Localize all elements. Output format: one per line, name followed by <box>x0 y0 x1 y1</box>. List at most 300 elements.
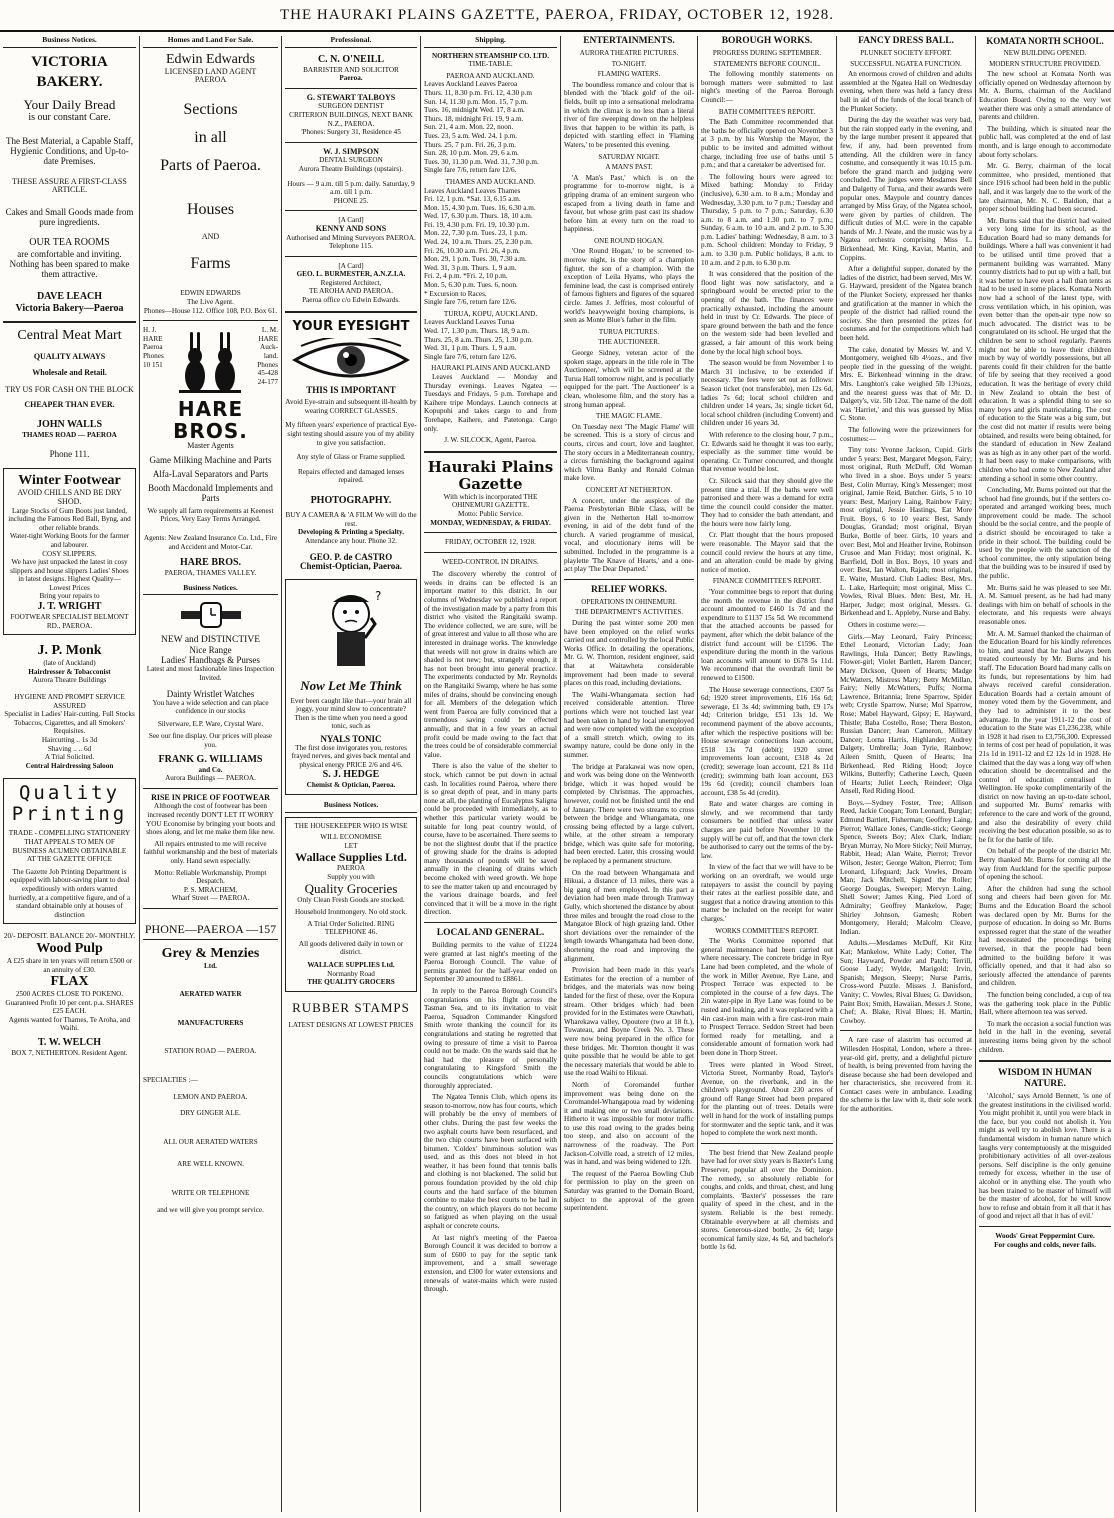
gm-text: SPECIALTIES :— <box>143 1075 198 1084</box>
bag-text: See our fine display. Our prices will please you. <box>148 732 273 750</box>
meat-text: QUALITY ALWAYS <box>33 351 106 361</box>
agent-headline: Houses <box>186 200 235 218</box>
article-paragraph: North of Coromandel further improvement was being done on the Coromandel-Whangapoua road by widening it and making one or two small deviations. Hitherto it was impossible for motor traffic to use this road owing to the grades being too steep, and also on account of the narrowness of the roadway. The Port Jackson-Colville road, a stretch of 12 miles, was in hand, and was being widened to 12ft. <box>564 1080 694 1167</box>
rise-owner: P. S. MRACHEM, <box>183 885 238 894</box>
burmester-text: Registered Architect, <box>320 278 382 287</box>
article-subtitle: NEW BUILDING OPENED. <box>1003 49 1087 57</box>
article-paragraph: The Ngatea Tennis Club, which opens its season to-morrow, now has four courts, which will probably be the envy of members of other clubs. During the past few weeks the two asphalt courts have been resurfaced, and the two chip courts have been surfaced with bitumen. 'Coldex' bituminous solution was used, and as this does not bleed in hot weather, it has been found that tennis balls and clothing is not blackened. The solid but porous foundation provided by the old chip courts and the hard surface of the bitumen combine to make the best courts to be had in the country, on which players do not become so fatigued as when playing on the usual asphalt or concrete courts. <box>424 1093 557 1231</box>
bag-text: Ladies' Handbags & Purses <box>161 654 260 665</box>
schedule-row: Thurs. 11, 8.30 p.m. Fri. 12, 4.30 p.m <box>424 88 532 97</box>
schedule-row: Wed. 31, 1 p.m. Thurs. 1, 9 a.m. <box>424 344 517 353</box>
article-paragraph: At last night's meeting of the Paeroa Borough Council it was decided to borrow a sum of £600 to pay for the septic tank improvement, and a small sewerage extension, and £300 for water extensions and renewals of water-mains which were rusted through. <box>424 1233 557 1294</box>
burmester-text: TE AROHA AND PAEROA. <box>309 287 393 296</box>
agent-headline: Sections <box>183 100 238 118</box>
hare-text: Agents: New Zealand Insurance Co. Ltd., Fire and Accident and Motor-Car. <box>143 533 278 551</box>
rabbits-icon <box>175 326 245 398</box>
footwear-text: COSY SLIPPERS. <box>42 549 97 558</box>
hare-right-contact: L. M. HARE Auck-land. Phones 45-428 24-177 <box>257 326 278 386</box>
article-paragraph: It was considered that the position of the flood light was now satisfactory, and a springboard would be erected prior to the opening of the bath. The finances were practically exhausted, including the amount held in trust by Cr. Edwards. The piece of spare ground between the bath and the fence on the western side had been levelled and grassed, a fair amount of this work being done by the local high school boys. <box>701 270 833 356</box>
talboys-text: CRITERION BUILDINGS, NEXT BANK N.Z., PAEROA. <box>289 110 413 128</box>
rubber-stamps-text: LATEST DESIGNS AT LOWEST PRICES <box>288 1020 414 1029</box>
article-title: RELIEF WORKS. <box>590 584 668 595</box>
article-paragraph: The boundless romance and colour that is blended with the 'black gold' of the oil-fields, built up into a sensational melodrama in which the climax is no less than a literal river of fire sweeping down on the helpless lives that happen to be within its path, is depicted with startling effect in 'Flaming Waters,' to be presented this evening. <box>564 80 694 149</box>
kenny-text: Telephone 115. <box>329 242 373 251</box>
article-paragraph: 'Alcohol,' says Arnold Bennett, 'is one of the greatest institutions in the civilised world. You might prohibit it, until you were black in the face, but you could not abolish it. You might as well try to abolish love. There is a fundamental wisdom in human nature which laughs very contemptuously at the misguided prohibitionary activities of all over-zealous persons. Self discipline is the only genuine remedy for excess, whether in the use of alcohol or in anything else. The youth who has been trained to be master of himself will be the master of alcohol, for he will know how to refuse and obtain from it all that it has of good and reject all that it has of evil.' <box>979 1092 1111 1221</box>
schedule-row: Thurs. 18, midnight Fri. 19, 9 a.m. <box>424 114 524 123</box>
article-paragraph: Provision had been made in this year's Estimates for the erection of a number of bridges, and the materials was now being landed for the first of these, over the Kopura stream. Other bridges which had been provided for in the Estimates were Otawhati, Wharekawa valley, Opoutere (two at 18 ft.), Tuwateau, and Boyne Creek No. 3. These were now being prepared in the office for these bridges. Mr. Thornton thought it was quite possible that he would be able to get the necessary materials that would be able to use the road Waihi to Hikuai. <box>564 966 694 1078</box>
article-title: BOROUGH WORKS. <box>721 36 813 46</box>
quality-printing-title: Quality <box>18 782 121 805</box>
wristwatch-icon <box>181 599 241 631</box>
article-subtitle: OPERATIONS IN OHINEMURI. <box>581 597 677 606</box>
eye-icon <box>291 338 411 382</box>
article-paragraph: The cake, donated by Messrs W. and V. Montgomery, weighed 6lb 4½ozs., and five people tied in the guessing of the weight. Mrs. E. Birkenhead winning in the draw. Mrs. Laughton's cake weighed 5lb 13¾ozs, and the nearest guess was that of Mr. D. Dalgety's, viz. 5lb 12oz. The name of the doll was 'Harriet,' and this was guessed by Miss C. Stone. <box>840 345 972 423</box>
editorial-title: WEED-CONTROL IN DRAINS. <box>442 557 539 566</box>
schedule-row: Wed. 17, 1.30 p.m. Thurs. 18, 9 a.m. <box>424 327 530 335</box>
section-heading: Business Notices. <box>3 36 136 48</box>
article-paragraph: During the past winter some 200 men have been employed on the relief works carried out and controlled by the local Public Works Office. In detailing the operations, Mr. G. W. Thornton, resident engineer, said that at Waitawheta considerable improvement had been made to several places on this road, including deviations. <box>564 619 694 688</box>
hare-text: Alfa-Laval Separators and Parts <box>152 468 269 479</box>
bag-text: NEW and DISTINCTIVE <box>160 635 261 646</box>
oneill-text: Paeroa. <box>339 74 363 83</box>
bakery-owner: DAVE LEACH <box>36 290 103 302</box>
footwear-text: FOOTWEAR SPECIALIST BELMONT RD., PAEROA. <box>10 613 129 630</box>
article-subtitle: STATEMENTS BEFORE COUNCIL. <box>713 59 821 68</box>
hare-brand: HARE BROS. <box>173 397 248 444</box>
article-paragraph: After the children had sung the school song and cheers had been given for Mr. Burns and the Education Board the school was declared open by Mr. Burns for the purpose of education. In doing so Mr. Burns expressed regret that the state of the weather had necessitated the proceedings being reversed, in that the people had been admitted to the building before it was officially opened, and that it had also so seriously affected the attendance of parents and children. <box>979 884 1111 988</box>
bag-text: Aurora Buildings — PAEROA. <box>165 774 256 783</box>
gazette-text: MONDAY, WEDNESDAY, & FRIDAY. <box>430 518 551 527</box>
agent-name: Edwin Edwards <box>165 51 256 67</box>
article-paragraph: On Tuesday next 'The Magic Flame' will be screened. This is a story of circus and courts, circus and court, love and laughter. The story occurs in a Mediterranean country, a circus furnishing the background against which Vilma Banky and Ronald Colman make love. <box>564 422 694 483</box>
schedule-row: Tues. 23, 5 a.m. Wed. 24, 1 p.m. <box>424 131 518 140</box>
article-subtitle: TO-NIGHT. <box>611 59 647 68</box>
meat-text: CHEAPER THAN EVER. <box>24 399 115 409</box>
monk-text: (late of Auckland) <box>43 659 96 668</box>
article-paragraph: Tiny tots: Yvonne Jackson, Cupid. Girls under 5 years: Best, Margaret Megson, Fairy; most original, Ruth McDuff, Old Woman who lived in a shoe. Boys under 5 years: Best, Colin Murray, King's Messenger; most original, Jamie Reid, Butcher. Girls, 5 to 10 years: Best, Marjory Laing, Rainbow Fairy; most original, Jessie Hastings, Eat More Fruit. Boys, 6 to 10 years: Best, Sandy Douglas, Grandad; most original, Bryan Burke, Bottle of beer. Girls, 10 years and over: Best, Mol and Heather Irvine, Robinson Crusoe and Man Friday; most original, K. Barrfield, Doll in Box. Boys, 10 years and over: Best, Ian Walton, Rajah; most original, E. Waite, Mustard. Club Ladies: Best, Mrs. L. Lake, Harlequin; most original, Miss C. Vowles, Rival Blues. Men: Best, Mr. H. Harper, Judge; most original, Messrs. G. Birkenhead and L. Appleby, Nurse and Baby. <box>840 446 972 618</box>
bakery-text: Cakes and Small Goods made from pure ingredients. <box>5 206 134 227</box>
eyesight-text: THIS IS IMPORTANT <box>306 384 396 395</box>
gm-text: ARE WELL KNOWN. <box>177 1160 244 1169</box>
monk-text: HYGIENE AND PROMPT SERVICE ASSURED <box>14 693 125 710</box>
schedule-row: Wed. 17, 6.30 p.m. Thurs. 18, 10 a.m. <box>424 212 533 221</box>
article-subtitle: WORKS COMMITTEE'S REPORT. <box>715 926 819 935</box>
schedule-row: Thurs. 25, 8 a.m. Thurs. 25, 1.30 p.m. <box>424 335 533 344</box>
eyesight-text: Repairs effected and damaged lenses repaired. <box>297 467 405 485</box>
article-paragraph: The function being concluded, a cup of tea was the gathering took place in the Public Hall, where afternoon tea was served. <box>979 990 1111 1017</box>
burmester-name: GEO. L. BURMESTER, A.N.Z.I.A. <box>296 270 406 279</box>
monk-text: Hairdresser & Tobacconist <box>28 667 111 676</box>
column-entertainments <box>561 36 697 1512</box>
film-title: A MAN'S PAST. <box>605 163 653 172</box>
woodpulp-title: Wood Pulp <box>36 940 103 956</box>
local-general-title: LOCAL AND GENERAL. <box>436 928 545 939</box>
schedule-row: Single fare 7/6, return fare 12/6. <box>424 298 517 307</box>
think-text: NYALS TONIC <box>320 733 382 744</box>
film-title: THE MAGIC FLAME. <box>596 412 662 421</box>
article-paragraph: The House sewerage connections, £307 5s 6d; 1920 street improvements, £16 16s 6d; sewerage, £1 3s 4d; swimming bath, £9 17s 4d; Criterion bridge, £51 13s 1d. We recommend payment of the above accounts, after which the respective positions will be: House sewerage connections loan account, £518 13s 7d (debit); 1920 street improvements loan account, £318 4s 2d (credit); sewerage loan account, £21 8s 11d (credit); swimming bath loan account, £63 19s 6d (credit); council chambers loan account, £38 5s 4d (credit). <box>701 685 833 797</box>
article-paragraph: 'One Round Hogan,' to be screened to-morrow night, is the story of a champion fighter, the son of a champion. With the exception of Leila Hyams, who plays the feminine lead, the cast is comprised entirely of famous fighters and figures of the squared circle. James J. Jeffries, most colourful of world's heavyweight boxing champions, is seen as Monte Blue's father in the film. <box>564 247 694 325</box>
bag-text: Dainty Wristlet Watches <box>166 689 255 700</box>
editorial-paragraph: The discovery whereby the control of weeds in drains can be effected is an important matter to this district. In our columns of Wednesday we published a report of the investigation made by a party from this district who visited the Rangitaiki swamp. The evidence collected, we are sure, will be of great interest and value to all those who are interested in drainage works. The knowledge that weeds will not grow in drains which are shaded is not new; but, strangely enough, it has not been brought into general practice. The experiments conducted by Mr. Reynolds on the Rangitaiki Swamp, where he has some miles of drains, should be convincing enough for all. Members of the delegation which went from Paeroa are fully convinced that a tremendous saving could be effected annually, and that in a few years an actual profit could be made owing to the fact that the trees could be of considerable commercial value. <box>424 570 557 759</box>
photography-text: BUY A CAMERA & 'A FILM We will do the rest. <box>285 511 417 528</box>
monk-text: A Trial Solicited. <box>44 753 95 762</box>
simpson-text: Aurora Theatre Buildings (upstairs). <box>298 164 404 173</box>
section-heading: Shipping. <box>424 36 557 48</box>
article-title: FANCY DRESS BALL. <box>858 36 954 46</box>
schedule-row: Fri. 19, 4.30 p.m. Fri. 19, 10.30 p.m. <box>424 220 530 229</box>
wallace-text: LET <box>344 841 358 850</box>
schedule-row: Fri. 2, 4 p.m. *Fri. 2, 10 p.m. <box>424 272 508 281</box>
article-paragraph: Others in costume were:— <box>848 621 926 629</box>
schedule-row: Mon. 22, 7.30 p.m. Tues. 23, 1 p.m. <box>424 229 528 238</box>
article-paragraph: The Bath Committee recommended that the baths be officially opened on November 3 at 3 p.m. by his Worship the Mayor, the public to be invited and admitted without charge, including free use of baths until 5 p.m.; and that a caretaker be advertised for. <box>701 118 833 170</box>
schedule-row: Tues. 30, 11.30 p.m. Wed. 31, 7.30 p.m. <box>424 157 539 166</box>
agent-headline: Farms <box>190 255 231 273</box>
article-title: WISDOM IN HUMAN NATURE. <box>998 1068 1092 1090</box>
gm-phone: PHONE—PAEROA —157 <box>144 921 277 936</box>
schedule-row: Mon. 29, 1 p.m. Tues. 30, 7.30 a.m. <box>424 255 527 264</box>
article-paragraph: Mr. A. M. Samuel thanked the chairman of the Education Board for his kindly references to him, and stated that he had always been treated courteously by Mr. Burns and his staff. The Education Board had many calls on its funds, but representations by him had always received careful consideration. Education Boards had a certain amount of money voted them by the Government, and they had to administer it to the best advantage. In the year 1911-12 the cost of education to the State was £1,236,238, while in 1928 it had risen to £3,756,300. Expressed in terms of cost per head of population, it was 21s 1d in 1911-12 and £2 12s 1d in 1928. He claimed that the day was a long way off when education should be decentralised and the control of education centralised in Wellington. He spoke complimentarily of the district on now having an up-to-date school, and supported Mr. Burns' remarks with reference to the care and work of the ground, and also the desirability of every child receiving the best education possible, so as to be fit for the battle of life. <box>979 629 1111 844</box>
bakery-name: VICTORIA BAKERY. <box>31 53 108 90</box>
woodpulp-text: A £25 share in ten years will return £500 or an annuity of £30. <box>6 956 133 974</box>
hare-text: HARE BROS. <box>179 557 242 569</box>
eyesight-text: Any style of Glass or Frame supplied. <box>296 453 406 462</box>
think-text: The first dose invigorates you, restores frayed nerves, and gives back mental and physical energy PRICE 2/6 and 4/6. <box>291 743 411 769</box>
gazette-text: With which is incorporated THE OHINEMURI GAZETTE. <box>443 492 538 510</box>
agent-text: PAEROA <box>194 75 227 85</box>
hare-text: PAEROA, THAMES VALLEY. <box>164 569 257 578</box>
monk-text: Central Hairdressing Saloon <box>25 761 114 770</box>
article-paragraph: The bridge at Parakawai was now open, and work was being done on the Wentworth bridge, which it was hoped would be completed by Christmas. The approaches, however, could not be finished until the end of January. There were two streams to cross between the bridge and Whangamata, one crossing being effected by a large culvert, while, at the other stream a temporary bridge, which was quite safe for motoring, had been erected. Later, this crossing would be replaced by a permanent structure. <box>564 762 694 866</box>
article-paragraph: In reply to the Paeroa Borough Council's congratulations on his flight across the Tasman Sea, and to its invitation to visit Paeroa, Squadron Commander Kingsford Smith wrote thanking the council for its congratulations and stating he regretted that owing to pressure of time a visit to Paeroa could not be made. On the wards said that he had had the pleasure of personally congratulating to Kingsford Smith the councils congratulations which were thoroughly appreciated. <box>424 987 557 1090</box>
masthead-text: THE HAURAKI PLAINS GAZETTE, PAEROA, FRIDAY, OCTOBER 12, 1928. <box>280 7 834 23</box>
shipping-agent: J. W. SILCOCK, Agent, Paeroa. <box>444 436 537 445</box>
bakery-text: is our constant Care. <box>28 111 111 123</box>
shipping-schedule <box>424 195 557 307</box>
gm-text: LEMON AND PAEROA. <box>173 1092 248 1101</box>
castro-text: Chemist-Optician, Paeroa. <box>299 560 403 571</box>
masthead <box>0 0 1114 32</box>
article-paragraph: The following monthly statements on borough matters were submitted to last night's meeting of the Paeroa Borough Council:— <box>701 70 833 104</box>
article-subtitle: SUCCESSFUL NGATEA FUNCTION. <box>850 59 962 68</box>
column-business-notices <box>0 36 139 1512</box>
meat-text: Phone 111. <box>49 448 90 459</box>
oneill-text: BARRISTER AND SOLICITOR <box>303 65 399 74</box>
monk-text: Shaving .. .. 6d <box>47 744 92 753</box>
wallace-text: WILL ECONOMISE <box>320 833 382 842</box>
shipping-header: Leaves Auckland Leaves Paeroa <box>424 80 518 89</box>
article-title: ENTERTAINMENTS. <box>583 36 675 46</box>
rise-text: All repairs entrusted to me will receive faithful workmanship and the best of materials only. Hand sewn especially. <box>143 839 278 865</box>
column-fancy-dress <box>837 36 975 1512</box>
footwear-owner: J. T. WRIGHT <box>37 601 102 613</box>
article-paragraph: During the day the weather was very bad, but the rain stopped early in the evening, and by the large number present it appeared that few, if any, had been prevented from attending. All the children were in fancy costume, and consequently it was 10.15 p.m. before the grand march and judging were concluded. The judges were Mesdames Bell and Dalgetty of Turua, and their awards were popular ones. Maypole and country dances arranged by Miss Gray, of the Ngatea school, were given by parties of children. The difficult duties of M.C. were in the capable hands of Mr. J. Neate, and the music was by a Ngatea orchestra comprising Miss L. Birkenhead, Mr. King, Kaviat, Martin, and Coppins. <box>840 116 972 262</box>
shipping-schedule <box>424 89 557 175</box>
thinking-man-icon <box>311 588 391 674</box>
article-title: KOMATA NORTH SCHOOL. <box>986 36 1104 46</box>
monk-text: Specialist in Ladies' Hair-cutting. Full Stocks Tobaccos, Cigarettes, and all Smokers' Requisites. <box>4 710 135 736</box>
schedule-row: Sun. 21, 4 a.m. Mon. 22, noon. <box>424 123 514 132</box>
hare-text: We supply all farm requirements at Keenest Prices, Very Easy Terms Arranged. <box>147 506 274 524</box>
editorial-paragraph: There is also the value of the shelter to stock, which cannot be put down in actual cash. In localities round Paeroa, where there is so great depth of peat, and in many parts none at all, the planting of Eucalyptus Saligna could be proceeded with immediately, as to whether this particular variety would be suitable for long peat country would, of course, have to be ascertained. There seems to be not the slightest doubt that if the practice of growing shade for the drains is adopted many thousands of pounds will be saved annually in the cleaning of drains which become choked with weed growth. We hope to see the matter taken up and encouraged by the various drainage boards, and feel convinced that it will be a move in the right direction. <box>424 762 557 917</box>
wallace-text: Supply you with <box>327 872 375 881</box>
monk-text: Aurora Theatre Buildings <box>32 676 107 685</box>
film-title: ONE ROUND HOGAN. <box>594 236 664 245</box>
article-subtitle: SATURDAY NIGHT. <box>598 152 660 161</box>
rise-text: Motto: Reliable Workmanship, Prompt Despatch. <box>154 868 267 886</box>
schedule-row: * Excursion to Races. <box>424 289 487 298</box>
woodpulp-text: BOX 7, NETHERTON. Resident Agent. <box>11 1049 128 1058</box>
gazette-nameplate: Hauraki Plains Gazette <box>427 457 554 493</box>
schedule-row: Mon. 5, 6.30 p.m. Tues. 6, noon. <box>424 281 518 290</box>
svg-text:?: ? <box>375 588 382 603</box>
agent-text: The Live Agent. <box>187 297 234 306</box>
meat-text: THAMES ROAD — PAEROA <box>22 431 117 440</box>
bag-owner: FRANK G. WILLIAMS <box>158 753 263 765</box>
gm-name: Grey & Menzies <box>161 945 260 961</box>
meat-text: TRY US FOR CASH ON THE BLOCK <box>5 384 134 394</box>
article-paragraph: Cr. Platt thought that the hours proposed were reasonable. The Mayor said that the council could review the hours at any time, and an alteration could be made by giving notice of motion. <box>701 531 833 574</box>
hare-text: Booth Macdonald Implements and Parts <box>148 482 273 503</box>
column-borough-works <box>698 36 836 1512</box>
bag-text: Latest and most fashionable lines Inspection Invited. <box>146 664 275 682</box>
article-paragraph: Mr. Burns said that the district had waited a very long time for its school, as the Education Board had so many demands for buildings. Where a hall was convenient it had to be utilised until time proved that a permanent building was warranted. Many country districts had to put up with a hall, but it was better to have even a hall than tents as had to be used in some places. Komata North now had a school of the latest type, with cross ventilation which, in his opinion, was even better than the open-air type now so much advocated. The district was to be congratulated on its school. He urged that the children be sent to school regularly. Parents might not be able to leave their children much by way of worldly possessions, but all parents could fit their children for the battle of life by seeing that they received a good education. It was the heritage of every child in New Zealand to obtain the best of education. It was a splendid thing to see so many boys and girls matriculating. The cost of education to the State was a big sum, but the cost did not matter if results were being obtained, and results were being obtained, for the standard of education in New Zealand was as high as in any other part of the world. It had been easy to make comparisons, with children who had come to New Zealand after attending a school in some other country. <box>979 216 1111 483</box>
article-paragraph: Rate and water charges are coming in slowly, and we recommend that tardy consumers be notified that unless water charges are paid before November 10 the supply will be cut off, and that the town clerk be authorised to carry out the terms of the by-law. <box>701 800 833 860</box>
editorial-date: FRIDAY, OCTOBER 12, 1928. <box>445 538 536 547</box>
column-komata-school <box>976 36 1114 1512</box>
footwear-text: Bring your repairs to <box>39 592 100 601</box>
article-paragraph: With reference to the closing hour, 7 p.m., Cr. Edwards said he thought it was too early, especially as the summer time would be operating. Cr. Turner concurred, and thought that revenue would be lost. <box>701 430 833 474</box>
wallace-text: Household Ironmongery. No old stock. <box>294 908 408 917</box>
hare-left-contact: H. J. HARE Paeroa Phones 10 151 <box>143 326 164 369</box>
wallace-text: WALLACE SUPPLIES Ltd. <box>307 961 395 970</box>
footwear-title: Winter Footwear <box>18 473 121 489</box>
eyesight-text: My fifteen years' experience of practical Eye-sight testing should assure you of my ability to give you satisfaction. <box>285 421 417 447</box>
article-paragraph: Trees were planted in Wood Street, Victoria Street, Normanby Road, Taylor's Avenue, on the riverbank, and in the children's playground. About 230 acres of ground off Range Street had been prepared for the planting out of trees. Details were well in hand for the work of installing pumps for stormwater and the septic tank, and it was hoped to complete the work next month. <box>701 1060 833 1138</box>
hare-text: Game Milking Machine and Parts <box>149 454 272 465</box>
kenny-text: Authorised and Mining Surveyors PAEROA. <box>286 233 416 242</box>
printing-text: The Gazette Job Printing Department is equipped with labour-saving plant to deal expeditiously with orders wanted hurriedly, at a competitive figure, and of a standard obtainable only at houses of distinction <box>8 867 131 919</box>
kenny-name: KENNY AND SONS <box>315 223 387 233</box>
talboys-text: 'Phones: Surgery 31, Residence 45 <box>301 128 401 137</box>
article-paragraph: Cr. Silcock said that they should give the present time a trial. If the baths were well patronised and there was a demand for extra time the council could consider the matter. They had to consider the bath attendant, and the hours were now fairly long. <box>701 476 833 528</box>
printing-text: TRADE - COMPELLING STATIONERY THAT APPEALS TO MEN OF BUSINESS ACUMEN OBTAINABLE AT THE GAZETTE OFFICE <box>8 829 131 864</box>
wallace-text: Normanby Road <box>327 969 375 978</box>
wallace-text: A Trial Order Solicited. RING TELEPHONE 46. <box>307 919 395 937</box>
article-paragraph: The following hours were agreed to: Mixed bathing: Monday to Friday (inclusive), 6.30 a.m. to 8 a.m.; Monday and Wednesday, 3.30 p.m. to 7 p.m.; Tuesday and Thursday, 5 p.m. to 7 p.m.; Saturday, 6.30 a.m. to 8 a.m. and 1.30 p.m. to 7 p.m.; Sunday, 6 a.m. to 10 a.m. and 2 p.m. to 5.30 p.m. Ladies' bathing: Wednesday, 8 a.m. to 3 p.m. School children: Monday to Friday, 9 a.m. to 3.30 p.m. Public holidays, 8 a.m. to 10 a.m. and 2 p.m. to 6.30 p.m. <box>701 172 833 267</box>
article-paragraph: Adults.—Mesdames McDuff, Kit Kitz Kat; Mankelow, White Lady; Cotter, The Sun; Hayward, Powder and Patch; Terrill, Goose Lady; Wylde, Marigold; Irvin, Spanish; Megson, Sleepy; Nurse Parris, Cross-word Puzzle. Misses J. Banisford, Vanity; C. Vowles, Rival Blues; G. Davidson, Paint Box; Smith, Hawaiian. Messrs J. Stone, Chef; A. Blake, Rival Blues; H. Martin, Cowboy. <box>840 939 972 1025</box>
shipping-company: NORTHERN STEAMSHIP CO. LTD. <box>431 51 550 60</box>
think-title: Now Let Me Think <box>300 677 402 693</box>
article-subtitle: MODERN STRUCTURE PROVIDED. <box>989 59 1101 68</box>
article-paragraph: The request of the Paeroa Bowling Club for permission to play on the green on Saturday was granted to the Domain Board, subject to the approval of the green superintendent. <box>564 1169 694 1213</box>
schedule-row: Fri. 26, 10.30 a.m. Fri. 26, 4 p.m. <box>424 246 520 255</box>
gm-text: MANUFACTURERS <box>177 1018 244 1027</box>
footwear-text: Large Stocks of Gum Boots just landed, including the Famous Red Ball, Byng, and other reliable brands. <box>8 506 131 532</box>
wallace-text: Only Clean Fresh Goods are stocked. <box>297 896 405 905</box>
bakery-text: THESE ASSURE A FIRST-CLASS ARTICLE. <box>12 176 127 195</box>
simpson-text: Hours — 9 a.m. till 5 p.m. daily. Saturday, 9 a.m. till 1 p.m. <box>287 179 415 197</box>
column-homes-land <box>140 36 281 1512</box>
castro-name: GEO. P. de CASTRO <box>309 552 393 563</box>
peppermint-ad: For coughs and colds, never fails. <box>994 1240 1096 1249</box>
footwear-text: Water-tight Working Boots for the farmer and labourer. <box>9 532 130 549</box>
wallace-name: Wallace Supplies Ltd. <box>295 850 407 865</box>
bakery-tagline: Your Daily Bread <box>23 96 116 112</box>
photography-text: Developing & Printing a Specialty. <box>297 528 404 537</box>
article-paragraph: Girls.—May Leonard, Fairy Princess; Ethel Leonard, Victorian Lady; Joan Rawlings, Hula Dancer; Betty Rawlings, Flower-girl; Violet Bartlett, Harem Dancer; Mary Dickson, Queen of Hearts; Madge McWatters, Mistress Mary; Betty McMillan, Fairy; Nelly McWatters, Puffs; Norma Lawrence, Britannia; Irene Sparrow, Spider web; Crystle Sparrow, Nurse; Mol Sparrow, Rose; Mabel Hayward, Gipsy; E. Hayward, Thistle; Baba Costello, Rose; Thera Boston, Russian Dancer; Jean Cameron, Military Dancer; Lorna Harris, Highlander; Audrey Dalgety, Umbrella; Joan Tyrie, Rainbow; Aileen Smith, Queen of Hearts; Ina Birkenhead, Red Riding Hood; Joyce Wilkins, Butterfly; Catherine Leech, Queen of Hearts; Juliet Leech, Reindeer; Olga Ansell, Red Riding Hood. <box>840 632 972 796</box>
gm-text: DRY GINGER ALE. <box>180 1109 241 1118</box>
woodpulp-text: Agents wanted for Thames, Te Aroha, and Waihi. <box>8 1015 131 1033</box>
woodpulp-text: 2500 ACRES CLOSE TO POKENO. <box>15 990 124 999</box>
eyesight-title: YOUR EYESIGHT <box>292 318 410 334</box>
meat-text: Wholesale and Retail. <box>32 368 107 378</box>
schedule-row: Thurs. 25, 7 p.m. Fri. 26, 3 p.m. <box>424 140 517 149</box>
eyesight-text: Avoid Eye-strain and subsequent ill-health by wearing CORRECT GLASSES. <box>285 398 417 415</box>
article-paragraph: The best friend that New Zealand people have had for over sixty years is Baxter's Lung Preserver, popular all over the Dominion. The remedy, so absolutely reliable for coughs, and colds, and throat, chest, and lung complaints. 'Baxter's' possesses the rare quality of speed in the chest, and in the system. Reliable is the best remedy. Obtainable everywhere at all chemists and stores. Generous-sized bottle, 2s 6d; large economical family size, 4s 6d, and bachelor's bottle 1s 6d. <box>701 1148 833 1252</box>
schedule-row: Wed. 31, 3 p.m. Thurs. 1, 9 a.m. <box>424 263 517 272</box>
rise-title: RISE IN PRICE OF FOOTWEAR <box>151 792 270 802</box>
article-paragraph: After a delightful supper, donated by the ladies of the district, had been served, Mrs W. G. Hayward, president of the Ngatea branch of the Plunket Society, expressed her thanks and gratification at the manner in which the people of the district had rallied round the society. She then presented the prizes for costumes and for the competitions which had been held. <box>840 265 972 342</box>
article-paragraph: On behalf of the people of the district Mr. Berry thanked Mr. Burns for coming all the way from Auckland for the specific purpose of opening the school. <box>979 847 1111 882</box>
oneill-name: C. N. O'NEILL <box>317 53 385 65</box>
wallace-text: THE QUALITY GROCERS <box>307 978 395 987</box>
flax-title: FLAX <box>50 974 89 990</box>
agent-text: Phones—House 112. Office 108, P.O. Box 61. <box>143 306 278 315</box>
shipping-schedule <box>424 327 557 361</box>
article-subtitle: PLUNKET SOCIETY EFFORT. <box>860 49 952 57</box>
shipping-route: PAEROA AND AUCKLAND. <box>446 71 535 80</box>
woodpulp-text: 20/- DEPOSIT. BALANCE 20/- MONTHLY. <box>3 932 136 941</box>
article-paragraph: To mark the occasion a social function was held in the hall in the evening, several interesting items being given by the school children. <box>979 1019 1111 1054</box>
schedule-row: Sun. 28, 10 p.m. Mon. 29, 6 a.m. <box>424 149 519 158</box>
article-subtitle: CONCERT AT NETHERTON. <box>585 485 673 494</box>
article-subtitle: TURUA PICTURES. <box>598 327 660 336</box>
shipping-text: TIME-TABLE. <box>468 60 513 69</box>
agent-text: EDWIN EDWARDS <box>180 289 241 298</box>
article-subtitle: AURORA THEATRE PICTURES. <box>579 49 679 57</box>
shipping-route: THAMES AND AUCKLAND. <box>445 177 536 186</box>
talboys-name: G. STEWART TALBOYS <box>306 92 396 102</box>
article-paragraph: The season would be from November 1 to March 31 inclusive, to be extended if necessary. The fees were set out as follows: Season ticket (not transferable), men 12s 6d, ladies 7s 6d; local school children and children under 14 years, 3s; single ticket 6d, local school children (including Convent) and children under 16 years 3d. <box>701 359 833 428</box>
film-title: FLAMING WATERS. <box>597 70 661 79</box>
article-paragraph: On the road between Whangamata and Hikuai, a distance of 13 miles, there was a big gang of men employed. In this part a deviation had been made through Tramway Gully, which shortened the distance by about three miles and brought the road close to the Mangatoe Block of high grazing land. Other short deviations over the remainder of the length towards Whangamata had been done, shortening the road and improving the alignment. <box>564 868 694 963</box>
article-subtitle: THE DEPARTMENT'S ACTIVITIES. <box>574 608 684 617</box>
rubber-stamps-title: RUBBER STAMPS <box>292 999 410 1015</box>
article-paragraph: The Works Committee reported that general maintenance had been carried out where necessary. The concrete bridge in Rye Lane had been completed, and the whole of the work in Miller Avenue, Rye Lane, and Prospect Terrace was expected to be completed in the course of a few days. The 2in water-pipe in Rye Lane was found to be rusted and leaking, and it was replaced with a 4in cast-iron main with a fire cast-iron main to Prospect Terrace. Seddon Street had been formed ready for metalling, and a considerable amount of formation work had been done in Thorp Street. <box>701 937 833 1057</box>
monk-name: J. P. Monk <box>37 643 102 659</box>
gm-text: ALL OUR AERATED WATERS <box>163 1137 258 1146</box>
schedule-row: Sun. 14, 11.30 p.m. Mon. 15, 7 p.m. <box>424 97 528 106</box>
section-heading: Business Notices. <box>143 584 278 596</box>
gm-text: STATION ROAD — PAEROA. <box>164 1047 257 1056</box>
schedule-row: Wed. 24, 10 a.m. Thurs. 25, 2.30 p.m. <box>424 238 533 247</box>
think-text: Ever been caught like that—your brain all joggy, your mind slow to concentrate? Then is the time when you need a good tonic, such as <box>290 696 412 731</box>
article-subtitle: PROGRESS DURING SEPTEMBER. <box>712 49 822 57</box>
shipping-header: Leaves Auckland Leaves Turua <box>424 318 515 327</box>
photography-text: Attendance any hour. Phone 32. <box>305 536 397 545</box>
article-paragraph: Mr. G. Berry, chairman of the local committee, who presided, mentioned that since 1916 school had been held in the public hall, and it was largely due to the work of the late chairman, Mr. N. C. Baldion, that a proper school building had been secured. <box>979 162 1111 214</box>
think-text: Chemist & Optician, Paeroa. <box>306 781 396 790</box>
article-paragraph: Concluding, Mr. Burns pointed out that the school had fine grounds, but if the settlers co-operated and arranged working bees, much improvement could be made. The school should be the social centre, and the people of a district should be encouraged to take a pride in their school. The building could be used by the people with the sanction of the school committee, the only stipulation being that the building was to be insured if used by the public. <box>979 486 1111 581</box>
bakery-owner: Victoria Bakery—Paeroa <box>15 302 124 314</box>
column-shipping-editorial <box>421 36 560 1512</box>
wallace-text: PAEROA <box>336 864 366 873</box>
monk-text: Haircutting .. 1s 3d <box>41 736 98 744</box>
simpson-name: W. J. SIMPSON <box>323 146 379 156</box>
footwear-text: We have just unpacked the latest in cosy slippers and house slippers Ladies' Shoes in latest designs. Highest Quality—Lowest Prices <box>10 558 129 592</box>
wallace-text: THE HOUSEKEEPER WHO IS WISE <box>294 821 408 830</box>
wallace-text: All goods delivered daily in town or district. <box>298 939 404 957</box>
woodpulp-owner: T. W. WELCH <box>38 1037 101 1049</box>
woodpulp-text: Guaranteed Profit 10 per cent. p.a. SHARES £25 EACH. <box>5 998 134 1016</box>
quality-printing-title: Printing <box>11 803 128 826</box>
bag-text: You have a wide selection and can place confidence in our stocks <box>152 698 269 716</box>
agent-text: LICENSED LAND AGENT <box>164 66 257 76</box>
agent-headline: Parts of Paeroa. <box>160 156 261 174</box>
burmester-card: [A Card] <box>338 261 364 270</box>
meat-owner: JOHN WALLS <box>36 419 103 431</box>
rise-text: Wharf Street — PAEROA. <box>171 894 250 903</box>
hare-text: Master Agents <box>187 441 234 451</box>
bakery-text: OUR TEA ROOMS <box>29 236 110 248</box>
gm-text: AERATED WATER <box>179 990 242 999</box>
bag-text: Silverware, E.P. Ware, Crystal Ware. <box>157 719 264 728</box>
article-subtitle: FINANCE COMMITTEE'S REPORT. <box>712 577 822 586</box>
rise-text: Although the cost of footwear has been increased recently DON'T LET IT WORRY YOU Economise by bringing your boots and shoes along, and let me make them like new. <box>146 802 275 837</box>
shipping-text: Leaves Auckland — Monday and Thursday evenings. Leaves Ngatea — Tuesdays and Fridays, 5 p.m. Torehape and Kaihere tripe Mondays. Launch connects at Kopupohi and takes cargo to and from Torehape, Kaihere, and Patetonga. Cargo only. <box>424 372 557 433</box>
peppermint-ad: Woods' Great Peppermint Cure. <box>995 1232 1095 1240</box>
simpson-text: DENTAL SURGEON <box>319 156 383 165</box>
article-paragraph: The Waihi-Whangamata section had received considerable attention. Three portions which were not touched last year had been taken in hand by local unemployed and were now completed with the exception of a small stretch which, owing to its swampy nature, could be done only in the summer. <box>564 690 694 759</box>
article-paragraph: Mr. Burns said he was pleased to see Mr. A. M. Samuel present, as he had had many dealings with him on behalf of schools in the electorate, and his requests were always reasonable ones. <box>979 583 1111 626</box>
bag-text: Nice Range <box>189 645 232 656</box>
schedule-row: Tues. 16, midnight Wed. 17, 8 a.m. <box>424 106 525 115</box>
photography-title: PHOTOGRAPHY. <box>310 495 392 506</box>
shipping-route: TURUA, KOPU, AUCKLAND. <box>443 309 538 318</box>
schedule-row: Fri. 12, 1 p.m. *Sat. 13, 6.15 a.m. <box>424 195 521 204</box>
bakery-text: The Best Material, a Capable Staff, Hygienic Conditions, and Up-to-date Premises. <box>5 135 134 166</box>
article-paragraph: Building permits to the value of £1224 were granted at last night's meeting of the Paeroa Borough Council. The value of permits granted for the half-year ended on September 30 amounted to £8861. <box>424 941 557 984</box>
bakery-text: are comfortable and inviting. Nothing has been spared to make them attractive. <box>9 248 130 279</box>
section-heading: Homes and Land For Sale. <box>143 36 278 48</box>
gazette-text: Motto: Public Service. <box>458 509 523 518</box>
section-heading: Professional. <box>285 36 417 48</box>
schedule-row: Single fare 7/6, return fare 12/6. <box>424 166 517 175</box>
meat-mart-name: Central Meat Mart <box>17 327 122 343</box>
shipping-header: Leaves Auckland Leaves Thames <box>424 186 521 195</box>
article-paragraph: George Sidney, veteran actor of the spoken stage, appears in the title role in 'The Auctioneer,' which will be screened at the Turua Hall tomorrow night, and is peculiarly equipped for the part. 'The Auctioneer' is a clean, wholesome film, and the story has a strong human appeal. <box>564 349 694 409</box>
gm-text: WRITE OR TELEPHONE <box>171 1188 250 1197</box>
wallace-headline: Quality Groceries <box>304 881 398 897</box>
bag-owner: and Co. <box>198 765 223 774</box>
article-paragraph: The following were the prizewinners for costumes:— <box>840 425 972 443</box>
section-heading: Business Notices. <box>285 801 417 813</box>
shipping-route: HAURAKI PLAINS AND AUCKLAND <box>431 364 550 373</box>
article-paragraph: An enormous crowd of children and adults assembled at the Ngatea Hall on Wednesday evening, when there was held a fancy dress ball in aid of the funds of the local branch of the Plunket Society. <box>840 70 972 113</box>
article-subtitle: BATH COMMITTEE'S REPORT. <box>718 107 816 116</box>
agent-headline: in all <box>194 128 227 146</box>
article-paragraph: 'Your committee begs to report that during the month the revenue in the district fund account amounted to £460 1s 7d and the expenditure to £1137 15s 5d. We recommend that the attached accounts be passed for payment, after which the debit balance of the district fund account will be £1596. The expenditure during the month in the various loan accounts will amount to £678 5s 11d. We recommend that the overdraft limit be renewed to £1500. <box>701 588 833 682</box>
think-owner: S. J. HEDGE <box>322 769 380 781</box>
talboys-text: SURGEON DENTIST <box>318 102 384 111</box>
simpson-text: PHONE 25. <box>333 196 369 205</box>
schedule-row: Single fare 7/6, return fare 12/6. <box>424 352 517 361</box>
burmester-text: Paeroa office c/o Edwin Edwards. <box>302 296 400 305</box>
gm-text: Ltd. <box>204 961 217 970</box>
kenny-card: [A Card] <box>338 216 364 225</box>
